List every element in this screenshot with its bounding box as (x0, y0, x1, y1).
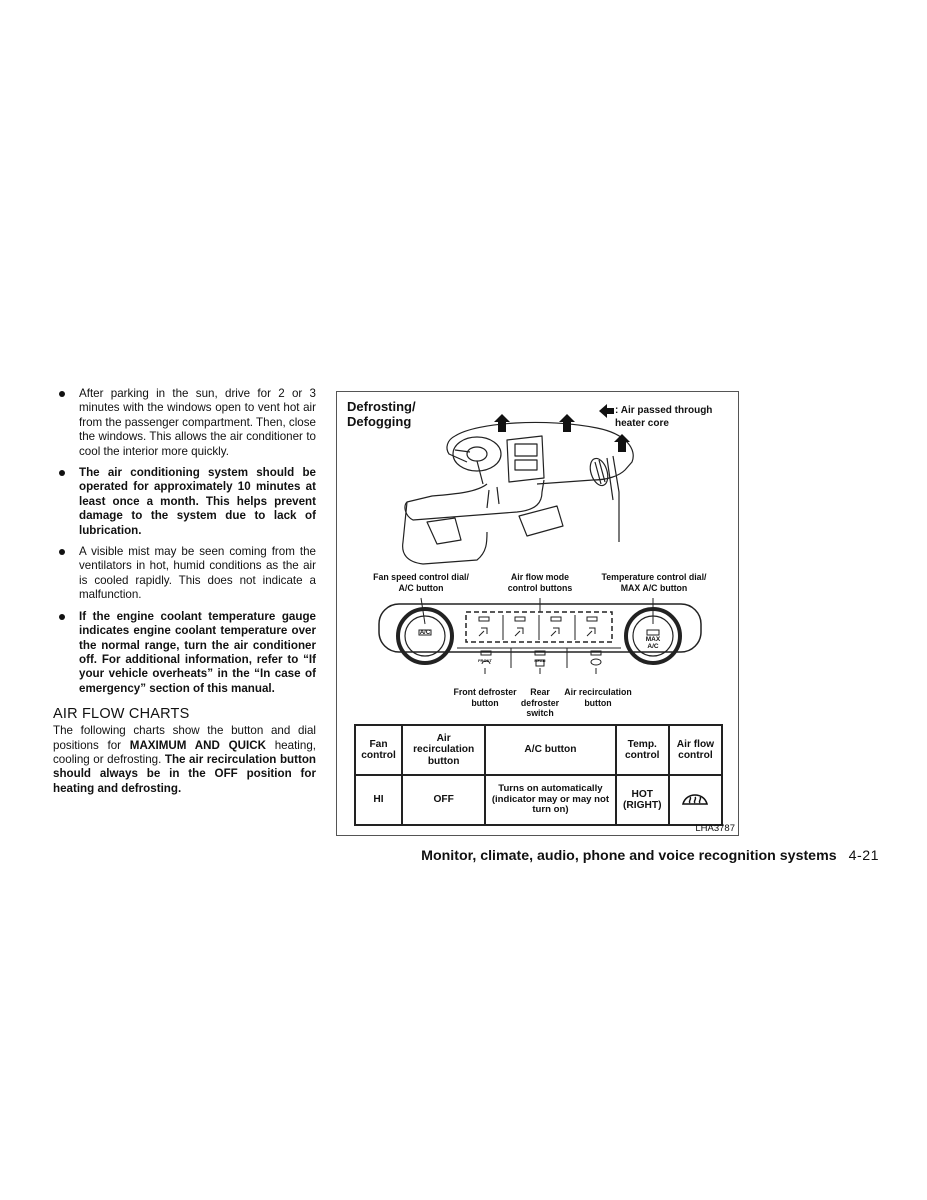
air-recirculation-label: Air recirculation button (564, 687, 632, 708)
section-heading: AIR FLOW CHARTS (53, 706, 190, 723)
section-body-emphasis: MAXIMUM AND QUICK (129, 738, 266, 752)
rear-defroster-label: Rear defroster switch (520, 687, 560, 718)
table-cell: HI (355, 775, 402, 825)
fan-speed-dial-label: Fan speed control dial/ A/C button (373, 572, 469, 593)
legend-text: : Air passed through heater core (615, 405, 713, 429)
page-footer (421, 848, 879, 864)
table-header-row (355, 725, 722, 775)
section-body-text: heating, cooling or defrosting. (53, 738, 316, 766)
bullet-item (53, 545, 316, 603)
figure-code: LHA3787 (695, 823, 735, 834)
bullet-text: If the engine coolant temperature gauge indicates engine coolant temperature over the normal range, turn the air conditioner off. For additional information, refer to “If your vehicle overheats” in the “In case of emergency” section of this manual. (79, 609, 316, 695)
front-defroster-label: Front defroster button (453, 687, 517, 708)
figure-title-line: Defogging (347, 414, 412, 429)
section-body-warning: The air recirculation button should always be in the OFF position for heating and defrosting. (53, 752, 316, 795)
max-ac-dial-label-line: A/C (647, 643, 659, 650)
table-header: Temp. control (616, 725, 669, 775)
table-header: Fan control (355, 725, 402, 775)
temperature-dial-label: Temperature control dial/ MAX A/C button (601, 572, 707, 593)
front-panel-label: FRONT (478, 658, 492, 663)
bullet-item (53, 387, 316, 459)
bullet-list (53, 387, 316, 696)
bullet-icon (59, 391, 65, 397)
table-cell: HOT (RIGHT) (616, 775, 669, 825)
table-cell: OFF (402, 775, 485, 825)
airflow-table (354, 724, 723, 826)
bullet-item (53, 610, 316, 696)
dashboard-illustration (337, 392, 738, 722)
bullet-text: The air conditioning system should be operated for approximately 10 minutes at least once a month. This helps prevent damage to the system due to lack of lubrication. (79, 466, 316, 537)
bullet-item (53, 466, 316, 538)
bullet-text: A visible mist may be seen coming from the ventilators in hot, humid conditions as the air is cooled rapidly. This does not indicate a malfunction. (79, 545, 316, 602)
page-number: 4-21 (848, 848, 879, 864)
table-header: A/C button (485, 725, 615, 775)
rear-panel-label: REAR (534, 658, 546, 663)
section-body-text: The following charts show the button and dial positions for (53, 724, 316, 752)
section-body (53, 724, 316, 796)
max-ac-dial-label (642, 636, 664, 650)
text-column (53, 387, 316, 796)
table-row (355, 775, 722, 825)
table-header: Air recirculation button (402, 725, 485, 775)
bullet-icon (59, 470, 65, 476)
footer-title: Monitor, climate, audio, phone and voice recognition systems (421, 848, 837, 864)
table-header: Air flow control (669, 725, 722, 775)
ac-dial-label: A/C (419, 630, 431, 636)
table-cell: Turns on automatically (indicator may or may not turn on) (485, 775, 615, 825)
airflow-mode-label: Air flow mode control buttons (507, 572, 573, 593)
max-ac-dial-label-line: MAX (645, 636, 661, 643)
bullet-text: After parking in the sun, drive for 2 or 3 minutes with the windows open to vent hot air from the passenger compartment. Then, close the windows. This allows the air conditioner to cool the interior more quickly. (79, 387, 316, 458)
table-cell (669, 775, 722, 825)
front-defrost-icon (682, 788, 708, 808)
bullet-icon (59, 614, 65, 620)
figure-title-line: Defrosting/ (347, 399, 416, 414)
defrost-figure (336, 391, 739, 836)
bullet-icon (59, 549, 65, 555)
